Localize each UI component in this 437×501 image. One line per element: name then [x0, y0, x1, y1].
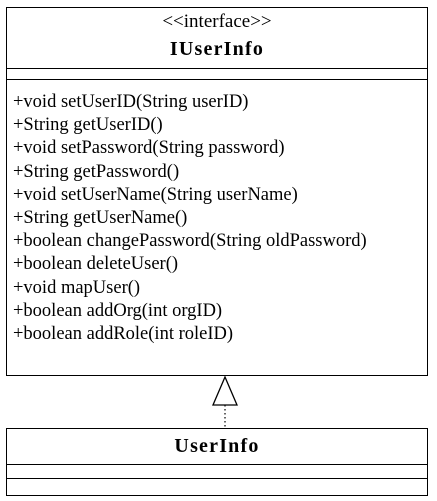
operation-item: +String getUserName()	[13, 208, 188, 229]
iuserinfo-class-name: IUserInfo	[169, 38, 265, 60]
realization-triangle-head	[213, 377, 237, 405]
userinfo-class-box	[6, 428, 428, 496]
operation-item: +boolean addOrg(int orgID)	[13, 300, 223, 321]
operation-item: +void setUserName(String userName)	[13, 184, 298, 205]
operation-item: +boolean addRole(int roleID)	[13, 324, 234, 345]
attributes-operations-divider	[7, 478, 427, 479]
operation-item: +String getUserID()	[13, 115, 163, 136]
operation-item: +String getPassword()	[13, 161, 180, 182]
interface-stereotype: <<interface>>	[162, 11, 272, 32]
name-attributes-divider	[7, 464, 427, 465]
operation-item: +void setUserID(String userID)	[13, 92, 249, 112]
operation-item: +void mapUser()	[13, 277, 141, 298]
operation-item: +void setPassword(String password)	[13, 138, 285, 159]
userinfo-class-name: UserInfo	[174, 435, 260, 457]
operation-item: +boolean changePassword(String oldPassword)	[13, 231, 367, 252]
operation-item: +boolean deleteUser()	[13, 254, 179, 275]
